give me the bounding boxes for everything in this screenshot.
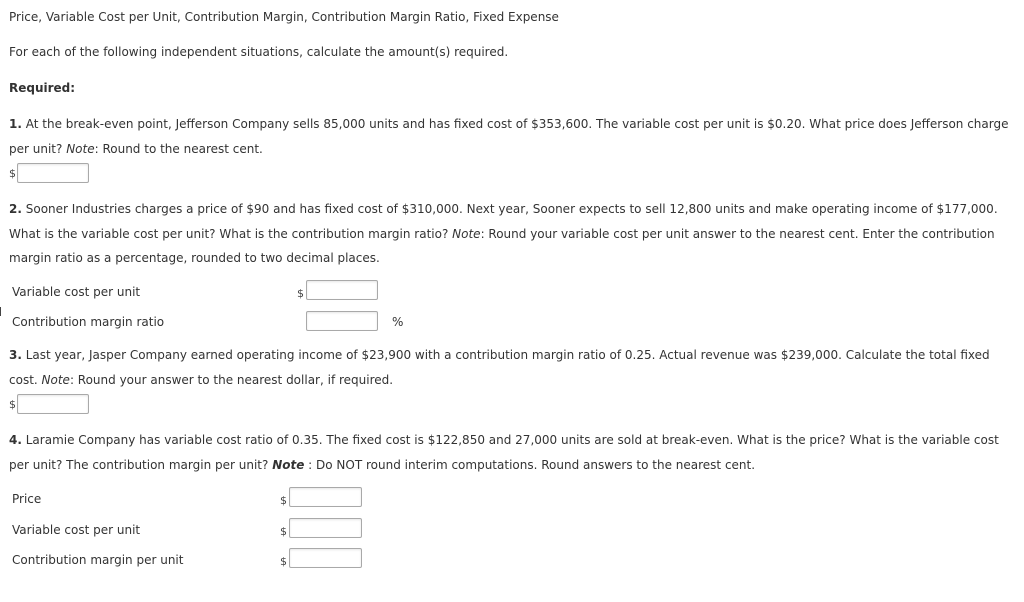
note-label: Note <box>66 141 95 156</box>
question-3-number: 3. <box>9 348 22 362</box>
page-title: Price, Variable Cost per Unit, Contribution Margin, Contribution Margin Ratio, Fixed Expense <box>9 10 559 24</box>
currency-symbol: $ <box>9 398 16 411</box>
instructions: For each of the following independent situations, calculate the amount(s) required. <box>9 45 509 59</box>
q1-price-input[interactable] <box>17 163 89 183</box>
q2-cm-ratio-input[interactable] <box>306 311 378 331</box>
question-4-number: 4. <box>9 433 22 447</box>
q3-fixed-cost-input[interactable] <box>17 394 89 414</box>
q4-cm-per-unit-input[interactable] <box>289 548 362 568</box>
q2-variable-cost-input[interactable] <box>306 280 378 300</box>
question-2-number: 2. <box>9 202 22 216</box>
q2-variable-cost-label: Variable cost per unit <box>12 285 141 299</box>
currency-symbol: $ <box>280 555 287 568</box>
percent-sign: % <box>392 315 404 329</box>
note-label: Note <box>452 226 481 241</box>
q4-variable-cost-label: Variable cost per unit <box>12 523 141 537</box>
required-heading: Required: <box>9 81 76 95</box>
currency-symbol: $ <box>280 525 287 538</box>
question-4-text: 4. Laramie Company has variable cost ratio of 0.35. The fixed cost is $122,850 and 27,000 units are sold at break-even. What is the price? What is the variable cost per unit? The contribution margin per unit? Note : Do NOT round interim computations. Round answers to the nearest cent. <box>9 433 999 472</box>
q4-variable-cost-input[interactable] <box>289 518 362 538</box>
question-1-number: 1. <box>9 117 22 131</box>
q4-cm-per-unit-label: Contribution margin per unit <box>12 553 184 567</box>
note-label: Note <box>272 457 305 472</box>
currency-symbol: $ <box>280 494 287 507</box>
question-2-text: 2. Sooner Industries charges a price of $90 and has fixed cost of $310,000. Next year, Sooner expects to sell 12,800 units and make operating income of $177,000. What is the variable cost per unit? What is the contribution margin ratio? Note: Round your variable cost per unit answer to the nearest cent. Enter the contribution margin ratio as a percentage, rounded to two decimal places. <box>9 202 998 265</box>
q4-price-label: Price <box>12 492 42 506</box>
question-3-text: 3. Last year, Jasper Company earned operating income of $23,900 with a contribution margin ratio of 0.25. Actual revenue was $239,000. Calculate the total fixed cost. Note: Round your answer to the nearest dollar, if required. <box>9 348 990 387</box>
q2-cm-ratio-label: Contribution margin ratio <box>12 315 165 329</box>
currency-symbol: $ <box>297 287 304 300</box>
left-edge-mark <box>0 307 1 316</box>
note-label: Note <box>41 372 70 387</box>
currency-symbol: $ <box>9 167 16 180</box>
question-1-text: 1. At the break-even point, Jefferson Company sells 85,000 units and has fixed cost of $353,600. The variable cost per unit is $0.20. What price does Jefferson charge per unit? Note: Round to the nearest cent. <box>9 117 1009 156</box>
q4-price-input[interactable] <box>289 487 362 507</box>
